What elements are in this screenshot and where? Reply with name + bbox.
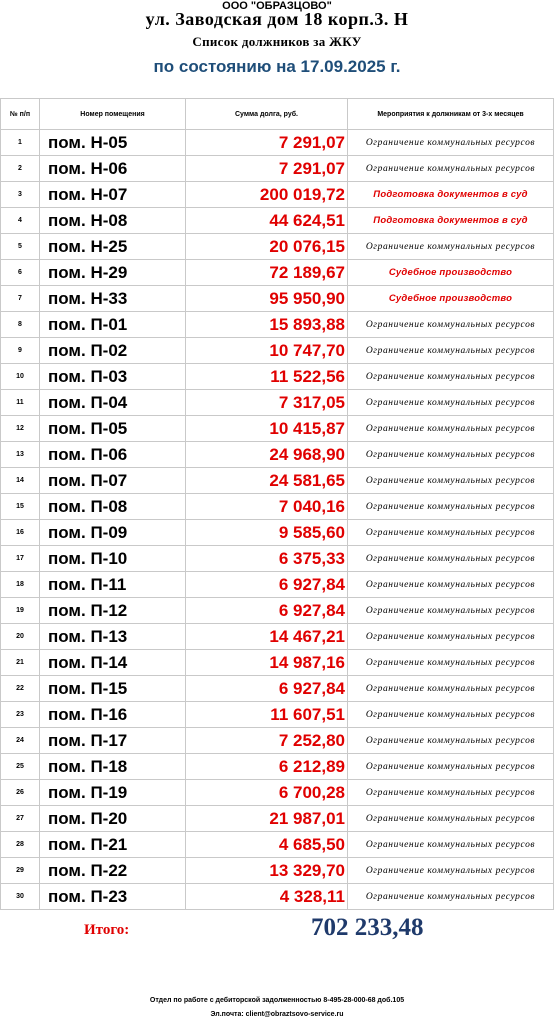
row-number: 15 <box>1 494 40 520</box>
debt-amount: 11 607,51 <box>186 702 348 728</box>
debt-amount: 24 581,65 <box>186 468 348 494</box>
row-number: 21 <box>1 650 40 676</box>
table-row <box>1 598 554 624</box>
debtor-action: Ограничение коммунальных ресурсов <box>348 546 554 572</box>
debtor-action: Ограничение коммунальных ресурсов <box>348 338 554 364</box>
debtor-action: Ограничение коммунальных ресурсов <box>348 442 554 468</box>
row-number: 17 <box>1 546 40 572</box>
room-number: пом. П-07 <box>40 468 186 494</box>
table-row <box>1 338 554 364</box>
debt-amount: 44 624,51 <box>186 208 348 234</box>
debtor-action: Ограничение коммунальных ресурсов <box>348 494 554 520</box>
row-number: 23 <box>1 702 40 728</box>
debt-amount: 15 893,88 <box>186 312 348 338</box>
table-row <box>1 416 554 442</box>
room-number: пом. П-04 <box>40 390 186 416</box>
debt-amount: 6 700,28 <box>186 780 348 806</box>
debt-amount: 72 189,67 <box>186 260 348 286</box>
debtor-action: Подготовка документов в суд <box>348 208 554 234</box>
debtor-action: Ограничение коммунальных ресурсов <box>348 234 554 260</box>
row-number: 8 <box>1 312 40 338</box>
table-row <box>1 234 554 260</box>
table-row <box>1 546 554 572</box>
debt-amount: 7 291,07 <box>186 130 348 156</box>
total-value: 702 233,48 <box>311 914 424 941</box>
debtor-action: Подготовка документов в суд <box>348 182 554 208</box>
table-row <box>1 286 554 312</box>
column-header-amount: Сумма долга, руб. <box>186 99 348 130</box>
debtor-action: Ограничение коммунальных ресурсов <box>348 520 554 546</box>
room-number: пом. П-21 <box>40 832 186 858</box>
row-number: 2 <box>1 156 40 182</box>
row-number: 11 <box>1 390 40 416</box>
debtor-action: Ограничение коммунальных ресурсов <box>348 754 554 780</box>
debt-amount: 13 329,70 <box>186 858 348 884</box>
room-number: пом. П-17 <box>40 728 186 754</box>
debt-amount: 20 076,15 <box>186 234 348 260</box>
room-number: пом. П-11 <box>40 572 186 598</box>
debt-amount: 6 927,84 <box>186 572 348 598</box>
table-row <box>1 494 554 520</box>
debtor-action: Ограничение коммунальных ресурсов <box>348 884 554 910</box>
contact-email: Эл.почта: client@obraztsovo-service.ru <box>210 1011 344 1018</box>
row-number: 25 <box>1 754 40 780</box>
table-row <box>1 390 554 416</box>
row-number: 26 <box>1 780 40 806</box>
table-row <box>1 260 554 286</box>
room-number: пом. Н-05 <box>40 130 186 156</box>
room-number: пом. П-09 <box>40 520 186 546</box>
row-number: 7 <box>1 286 40 312</box>
debt-amount: 24 968,90 <box>186 442 348 468</box>
debt-amount: 6 375,33 <box>186 546 348 572</box>
table-row <box>1 754 554 780</box>
room-number: пом. Н-25 <box>40 234 186 260</box>
room-number: пом. П-08 <box>40 494 186 520</box>
table-row <box>1 442 554 468</box>
debtor-action: Ограничение коммунальных ресурсов <box>348 130 554 156</box>
table-header-row <box>1 99 554 130</box>
row-number: 16 <box>1 520 40 546</box>
debt-amount: 4 685,50 <box>186 832 348 858</box>
debt-amount: 10 747,70 <box>186 338 348 364</box>
building-address: ул. Заводская дом 18 корп.3. Н <box>145 9 409 29</box>
table-row <box>1 858 554 884</box>
row-number: 27 <box>1 806 40 832</box>
debt-amount: 95 950,90 <box>186 286 348 312</box>
row-number: 20 <box>1 624 40 650</box>
debtor-action: Ограничение коммунальных ресурсов <box>348 572 554 598</box>
debtor-action: Ограничение коммунальных ресурсов <box>348 416 554 442</box>
table-row <box>1 208 554 234</box>
debt-amount: 7 040,16 <box>186 494 348 520</box>
table-row <box>1 780 554 806</box>
table-row <box>1 806 554 832</box>
row-number: 12 <box>1 416 40 442</box>
room-number: пом. П-13 <box>40 624 186 650</box>
debt-amount: 7 291,07 <box>186 156 348 182</box>
row-number: 19 <box>1 598 40 624</box>
table-row <box>1 130 554 156</box>
debt-amount: 6 212,89 <box>186 754 348 780</box>
column-header-number: № п/п <box>1 99 40 130</box>
debtor-action: Ограничение коммунальных ресурсов <box>348 806 554 832</box>
total-label: Итого: <box>84 922 130 938</box>
room-number: пом. П-06 <box>40 442 186 468</box>
debt-amount: 6 927,84 <box>186 598 348 624</box>
debt-amount: 7 317,05 <box>186 390 348 416</box>
debtor-action: Ограничение коммунальных ресурсов <box>348 780 554 806</box>
row-number: 9 <box>1 338 40 364</box>
room-number: пом. П-10 <box>40 546 186 572</box>
row-number: 5 <box>1 234 40 260</box>
debt-amount: 200 019,72 <box>186 182 348 208</box>
room-number: пом. Н-06 <box>40 156 186 182</box>
table-row <box>1 702 554 728</box>
room-number: пом. Н-29 <box>40 260 186 286</box>
table-row <box>1 364 554 390</box>
debtor-action: Ограничение коммунальных ресурсов <box>348 598 554 624</box>
room-number: пом. П-05 <box>40 416 186 442</box>
row-number: 18 <box>1 572 40 598</box>
table-row <box>1 624 554 650</box>
debtor-action: Ограничение коммунальных ресурсов <box>348 364 554 390</box>
table-row <box>1 884 554 910</box>
debt-amount: 10 415,87 <box>186 416 348 442</box>
debtor-action: Ограничение коммунальных ресурсов <box>348 832 554 858</box>
as-of-date: по состоянию на 17.09.2025 г. <box>153 57 401 76</box>
room-number: пом. П-22 <box>40 858 186 884</box>
debtor-action: Ограничение коммунальных ресурсов <box>348 676 554 702</box>
debtor-action: Ограничение коммунальных ресурсов <box>348 624 554 650</box>
table-row <box>1 156 554 182</box>
room-number: пом. П-16 <box>40 702 186 728</box>
debt-amount: 6 927,84 <box>186 676 348 702</box>
room-number: пом. П-14 <box>40 650 186 676</box>
column-header-action: Мероприятия к должникам от 3-х месяцев <box>348 99 554 130</box>
room-number: пом. П-18 <box>40 754 186 780</box>
table-row <box>1 312 554 338</box>
debt-amount: 21 987,01 <box>186 806 348 832</box>
row-number: 1 <box>1 130 40 156</box>
row-number: 13 <box>1 442 40 468</box>
row-number: 24 <box>1 728 40 754</box>
row-number: 3 <box>1 182 40 208</box>
room-number: пом. П-15 <box>40 676 186 702</box>
debt-amount: 11 522,56 <box>186 364 348 390</box>
debtor-action: Ограничение коммунальных ресурсов <box>348 156 554 182</box>
room-number: пом. П-20 <box>40 806 186 832</box>
company-name: ООО "ОБРАЗЦОВО" <box>222 0 332 12</box>
list-subtitle: Список должников за ЖКУ <box>192 34 362 49</box>
debtor-action: Ограничение коммунальных ресурсов <box>348 858 554 884</box>
row-number: 14 <box>1 468 40 494</box>
debtor-action: Ограничение коммунальных ресурсов <box>348 650 554 676</box>
debtors-table <box>0 98 554 910</box>
debt-amount: 14 987,16 <box>186 650 348 676</box>
table-row <box>1 468 554 494</box>
row-number: 29 <box>1 858 40 884</box>
row-number: 30 <box>1 884 40 910</box>
room-number: пом. Н-07 <box>40 182 186 208</box>
room-number: пом. Н-33 <box>40 286 186 312</box>
debtor-action: Ограничение коммунальных ресурсов <box>348 702 554 728</box>
table-row <box>1 676 554 702</box>
debtor-action: Ограничение коммунальных ресурсов <box>348 468 554 494</box>
debt-amount: 7 252,80 <box>186 728 348 754</box>
debt-amount: 4 328,11 <box>186 884 348 910</box>
room-number: пом. П-23 <box>40 884 186 910</box>
table-row <box>1 832 554 858</box>
table-row <box>1 520 554 546</box>
room-number: пом. П-02 <box>40 338 186 364</box>
room-number: пом. П-01 <box>40 312 186 338</box>
table-row <box>1 728 554 754</box>
room-number: пом. Н-08 <box>40 208 186 234</box>
department-contact: Отдел по работе с дебиторской задолженностью 8-495-28-000-68 доб.105 <box>149 997 405 1004</box>
row-number: 28 <box>1 832 40 858</box>
table-row <box>1 182 554 208</box>
row-number: 22 <box>1 676 40 702</box>
debt-amount: 14 467,21 <box>186 624 348 650</box>
debtor-action: Судебное производство <box>348 260 554 286</box>
debtor-action: Ограничение коммунальных ресурсов <box>348 728 554 754</box>
table-row <box>1 572 554 598</box>
room-number: пом. П-03 <box>40 364 186 390</box>
row-number: 4 <box>1 208 40 234</box>
table-row <box>1 650 554 676</box>
column-header-room: Номер помещения <box>40 99 186 130</box>
row-number: 6 <box>1 260 40 286</box>
room-number: пом. П-12 <box>40 598 186 624</box>
row-number: 10 <box>1 364 40 390</box>
debtor-action: Ограничение коммунальных ресурсов <box>348 390 554 416</box>
room-number: пом. П-19 <box>40 780 186 806</box>
debtor-action: Ограничение коммунальных ресурсов <box>348 312 554 338</box>
debt-amount: 9 585,60 <box>186 520 348 546</box>
debtor-action: Судебное производство <box>348 286 554 312</box>
